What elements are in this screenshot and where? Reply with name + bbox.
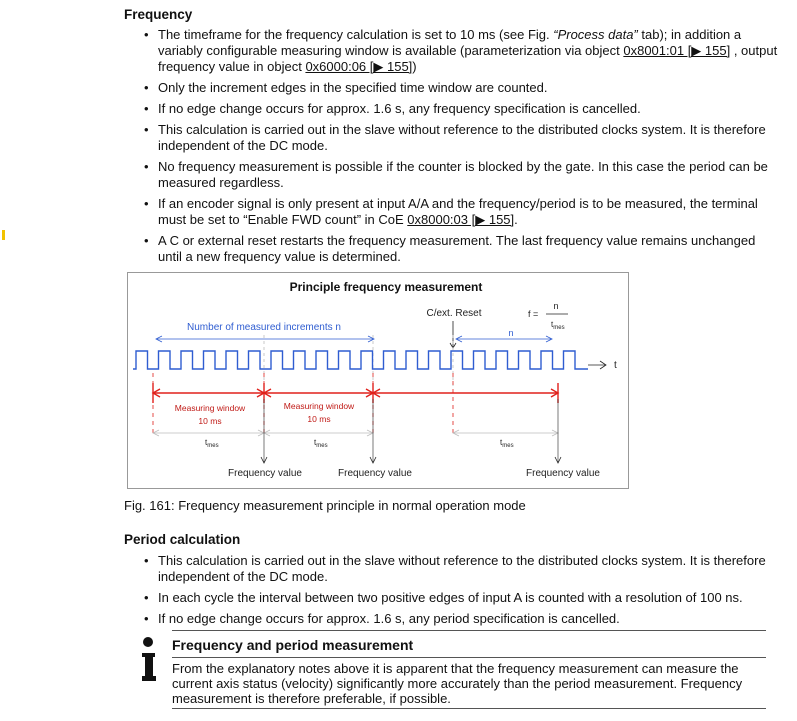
- bullet-text: ): [412, 59, 417, 74]
- frequency-bullet: [142, 122, 778, 154]
- tmes-label-2: $t_{mes}$: [314, 438, 328, 449]
- formula-f: f =: [528, 309, 539, 319]
- diagram-title: Principle frequency measurement: [289, 280, 483, 294]
- note-title-rule: [172, 657, 766, 658]
- bullet-text: In each cycle the interval between two positive edges of input A is counted with a resolution of 100 ns.: [158, 590, 743, 605]
- frequency-bullet-list: [142, 27, 778, 270]
- bullet-text: .: [514, 212, 518, 227]
- bullet-text: , output frequency value in object: [158, 43, 778, 74]
- info-icon: [136, 628, 160, 690]
- n-label: n: [508, 328, 514, 338]
- frequency-bullet: [142, 101, 778, 117]
- tmes-label-3: $t_{mes}$: [500, 438, 514, 449]
- bullet-text: If an encoder signal is only present at input A/A and the frequency/period is to be measured, the terminal must be set to “Enable FWD count” in CoE: [158, 196, 758, 227]
- bullet-text: If no edge change occurs for approx. 1.6 s, any frequency specification is cancelled.: [158, 101, 641, 116]
- period-bullet: [142, 590, 778, 606]
- pulse-signal: [133, 351, 588, 369]
- frequency-bullet: [142, 159, 778, 191]
- frequency-bullet: [142, 27, 778, 75]
- object-link[interactable]: 0x8001:01 [▶ 155]: [623, 43, 731, 58]
- bullet-text: This calculation is carried out in the slave without reference to the distributed clocks system. It is therefore independent of the DC mode.: [158, 553, 766, 584]
- frequency-value-1: Frequency value: [228, 468, 302, 479]
- grid-lines: [264, 335, 453, 387]
- note-text: From the explanatory notes above it is apparent that the frequency measurement can measure the current axis status (velocity) significantly more accurately than the period measurement. Frequency measurement is therefore preferable, if possible.: [172, 661, 743, 706]
- window-value-1: 10 ms: [198, 416, 222, 426]
- frequency-bullet: [142, 196, 778, 228]
- period-bullet: [142, 611, 778, 627]
- frequency-bullet: [142, 80, 778, 96]
- period-bullet-list: [142, 553, 778, 632]
- bullet-text: The timeframe for the frequency calculation is set to 10 ms (see Fig.: [158, 27, 554, 42]
- increments-label: Number of measured increments n: [187, 322, 341, 333]
- frequency-diagram: [127, 272, 629, 489]
- period-heading: Period calculation: [124, 532, 241, 547]
- window-label-2: Measuring window: [283, 401, 355, 411]
- window-label-1: Measuring window: [174, 403, 246, 413]
- bullet-text: Only the increment edges in the specified time window are counted.: [158, 80, 548, 95]
- reset-label: C/ext. Reset: [426, 308, 482, 319]
- window-value-2: 10 ms: [307, 414, 331, 424]
- bullet-text: tab); in addition a variably configurable measuring window is available (parameterization via object: [158, 27, 742, 58]
- note-bottom-rule: [172, 708, 766, 709]
- tab-reference: “Process data”: [553, 27, 638, 42]
- frequency-bullet: [142, 233, 778, 265]
- frequency-heading: Frequency: [124, 7, 193, 22]
- figure-caption: Fig. 161: Frequency measurement principle in normal operation mode: [124, 498, 526, 513]
- time-axis-label: t: [614, 360, 617, 371]
- frequency-value-2: Frequency value: [338, 468, 412, 479]
- period-bullet: [142, 553, 778, 585]
- object-link[interactable]: 0x8000:03 [▶ 155]: [407, 212, 515, 227]
- note-title: Frequency and period measurement: [172, 637, 414, 653]
- change-bar: [2, 230, 5, 240]
- formula-denominator: $t_{mes}$: [551, 320, 565, 331]
- bullet-text: This calculation is carried out in the slave without reference to the distributed clocks system. It is therefore independent of the DC mode.: [158, 122, 766, 153]
- formula-numerator: n: [553, 301, 559, 311]
- bullet-text: If no edge change occurs for approx. 1.6 s, any period specification is cancelled.: [158, 611, 620, 626]
- frequency-value-3: Frequency value: [526, 468, 600, 479]
- bullet-text: A C or external reset restarts the frequency measurement. The last frequency value remains unchanged until a new frequency value is determined.: [158, 233, 756, 264]
- object-link[interactable]: 0x6000:06 [▶ 155]: [305, 59, 413, 74]
- note-top-rule: [172, 630, 766, 631]
- tmes-label-1: $t_{mes}$: [205, 438, 219, 449]
- bullet-text: No frequency measurement is possible if the counter is blocked by the gate. In this case the period can be measured regardless.: [158, 159, 768, 190]
